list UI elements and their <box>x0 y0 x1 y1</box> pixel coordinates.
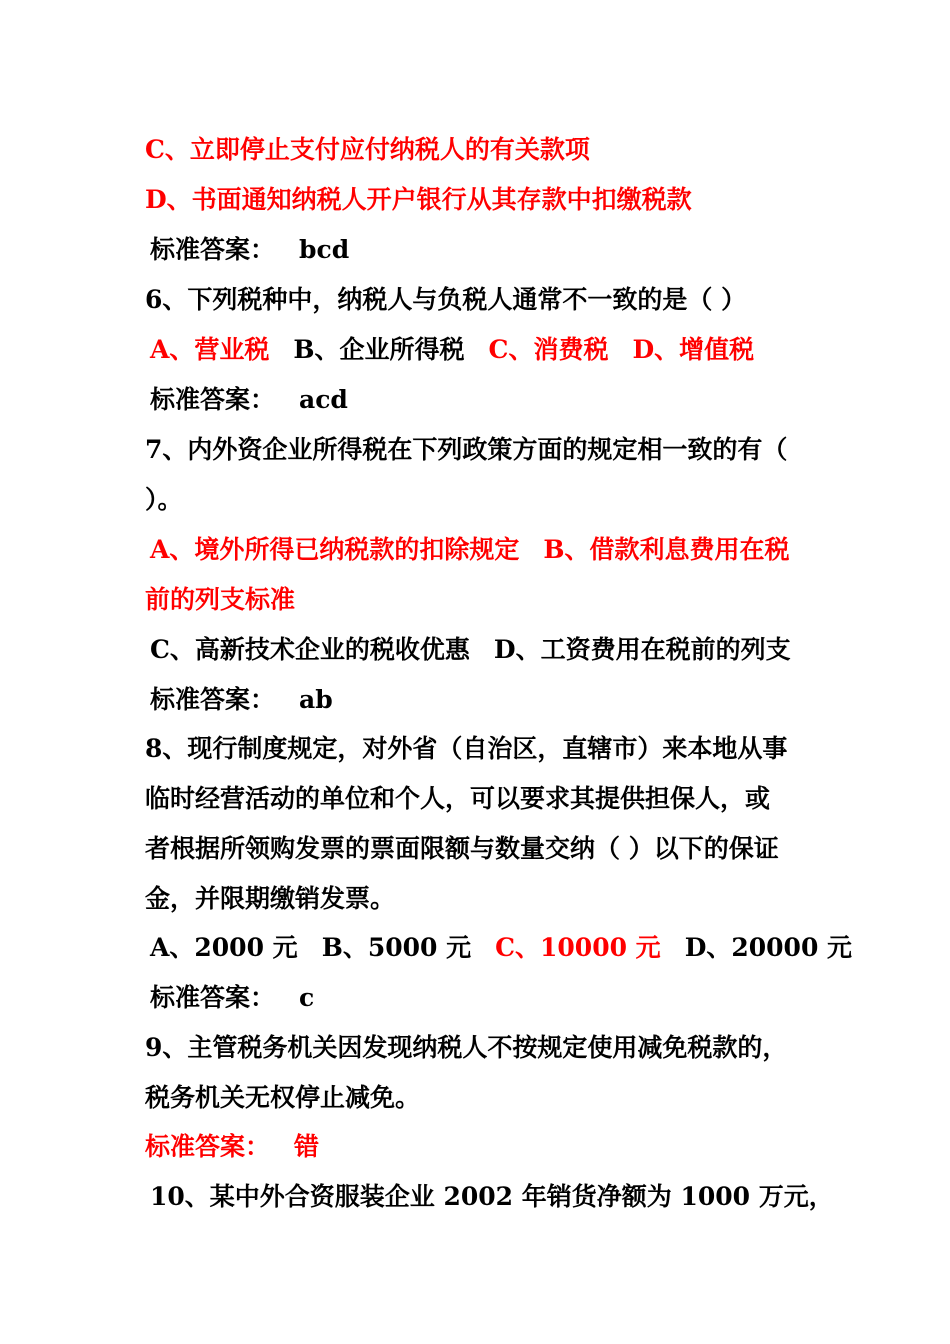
answer-label: 标准答案： <box>150 685 276 714</box>
question-7-line-2: ）。 <box>145 485 183 514</box>
option-c-q8: C、10000 元 <box>495 933 661 962</box>
question-9-line-2: 税务机关无权停止减免。 <box>145 1083 421 1112</box>
answer-q8 <box>150 973 314 1023</box>
question-8-line-3: 者根据所领购发票的票面限额与数量交纳（ ）以下的保证 <box>145 834 779 863</box>
question-8-line-1: 8、现行制度规定，对外省（自治区，直辖市）来本地从事 <box>145 734 788 763</box>
question-10-line-1: 10、某中外合资服装企业 2002 年销货净额为 1000 万元， <box>150 1182 834 1211</box>
answer-label: 标准答案： <box>150 983 276 1012</box>
option-d-q5: D、书面通知纳税人开户银行从其存款中扣缴税款 <box>145 185 692 214</box>
answer-label: 标准答案： <box>150 235 276 264</box>
question-8-line-4: 金，并限期缴销发票。 <box>145 884 396 913</box>
answer-value: bcd <box>299 235 350 264</box>
option-d-q7: D、工资费用在税前的列支 <box>493 635 791 664</box>
option-a-q8: A、2000 元 <box>150 933 298 962</box>
answer-q5 <box>150 225 349 275</box>
answer-q6 <box>150 375 348 425</box>
answer-value: acd <box>299 385 348 414</box>
option-c-q5: C、立即停止支付应付纳税人的有关款项 <box>145 135 590 164</box>
answer-value: c <box>299 983 315 1012</box>
options-q8 <box>150 923 852 973</box>
option-a-q6: A、营业税 <box>150 335 270 364</box>
options-q6 <box>150 325 754 375</box>
option-d-q6: D、增值税 <box>632 335 755 364</box>
option-b-q7: B、借款利息费用在税 <box>543 535 790 564</box>
answer-q7 <box>150 675 333 725</box>
answer-label: 标准答案： <box>150 385 276 414</box>
option-b-q8: B、5000 元 <box>321 933 472 962</box>
answer-value: ab <box>299 685 333 714</box>
question-6: 6、下列税种中，纳税人与负税人通常不一致的是（ ） <box>145 285 747 314</box>
option-a-q7: A、境外所得已纳税款的扣除规定 <box>150 535 520 564</box>
question-8-line-2: 临时经营活动的单位和个人，可以要求其提供担保人，或 <box>145 784 771 813</box>
answer-value: 错 <box>294 1132 320 1161</box>
question-9-line-1: 9、主管税务机关因发现纳税人不按规定使用减免税款的， <box>145 1033 788 1062</box>
option-c-q7: C、高新技术企业的税收优惠 <box>150 635 470 664</box>
options-q7-ab <box>150 525 790 575</box>
answer-label: 标准答案： <box>145 1132 271 1161</box>
option-b-q6: B、企业所得税 <box>293 335 465 364</box>
answer-q9 <box>145 1122 319 1172</box>
option-c-q6: C、消费税 <box>488 335 609 364</box>
question-7-line-1: 7、内外资企业所得税在下列政策方面的规定相一致的有（ <box>145 435 788 464</box>
options-q7-cd <box>150 625 791 675</box>
option-b-q7-cont: 前的列支标准 <box>145 585 296 614</box>
option-d-q8: D、20000 元 <box>684 933 853 962</box>
